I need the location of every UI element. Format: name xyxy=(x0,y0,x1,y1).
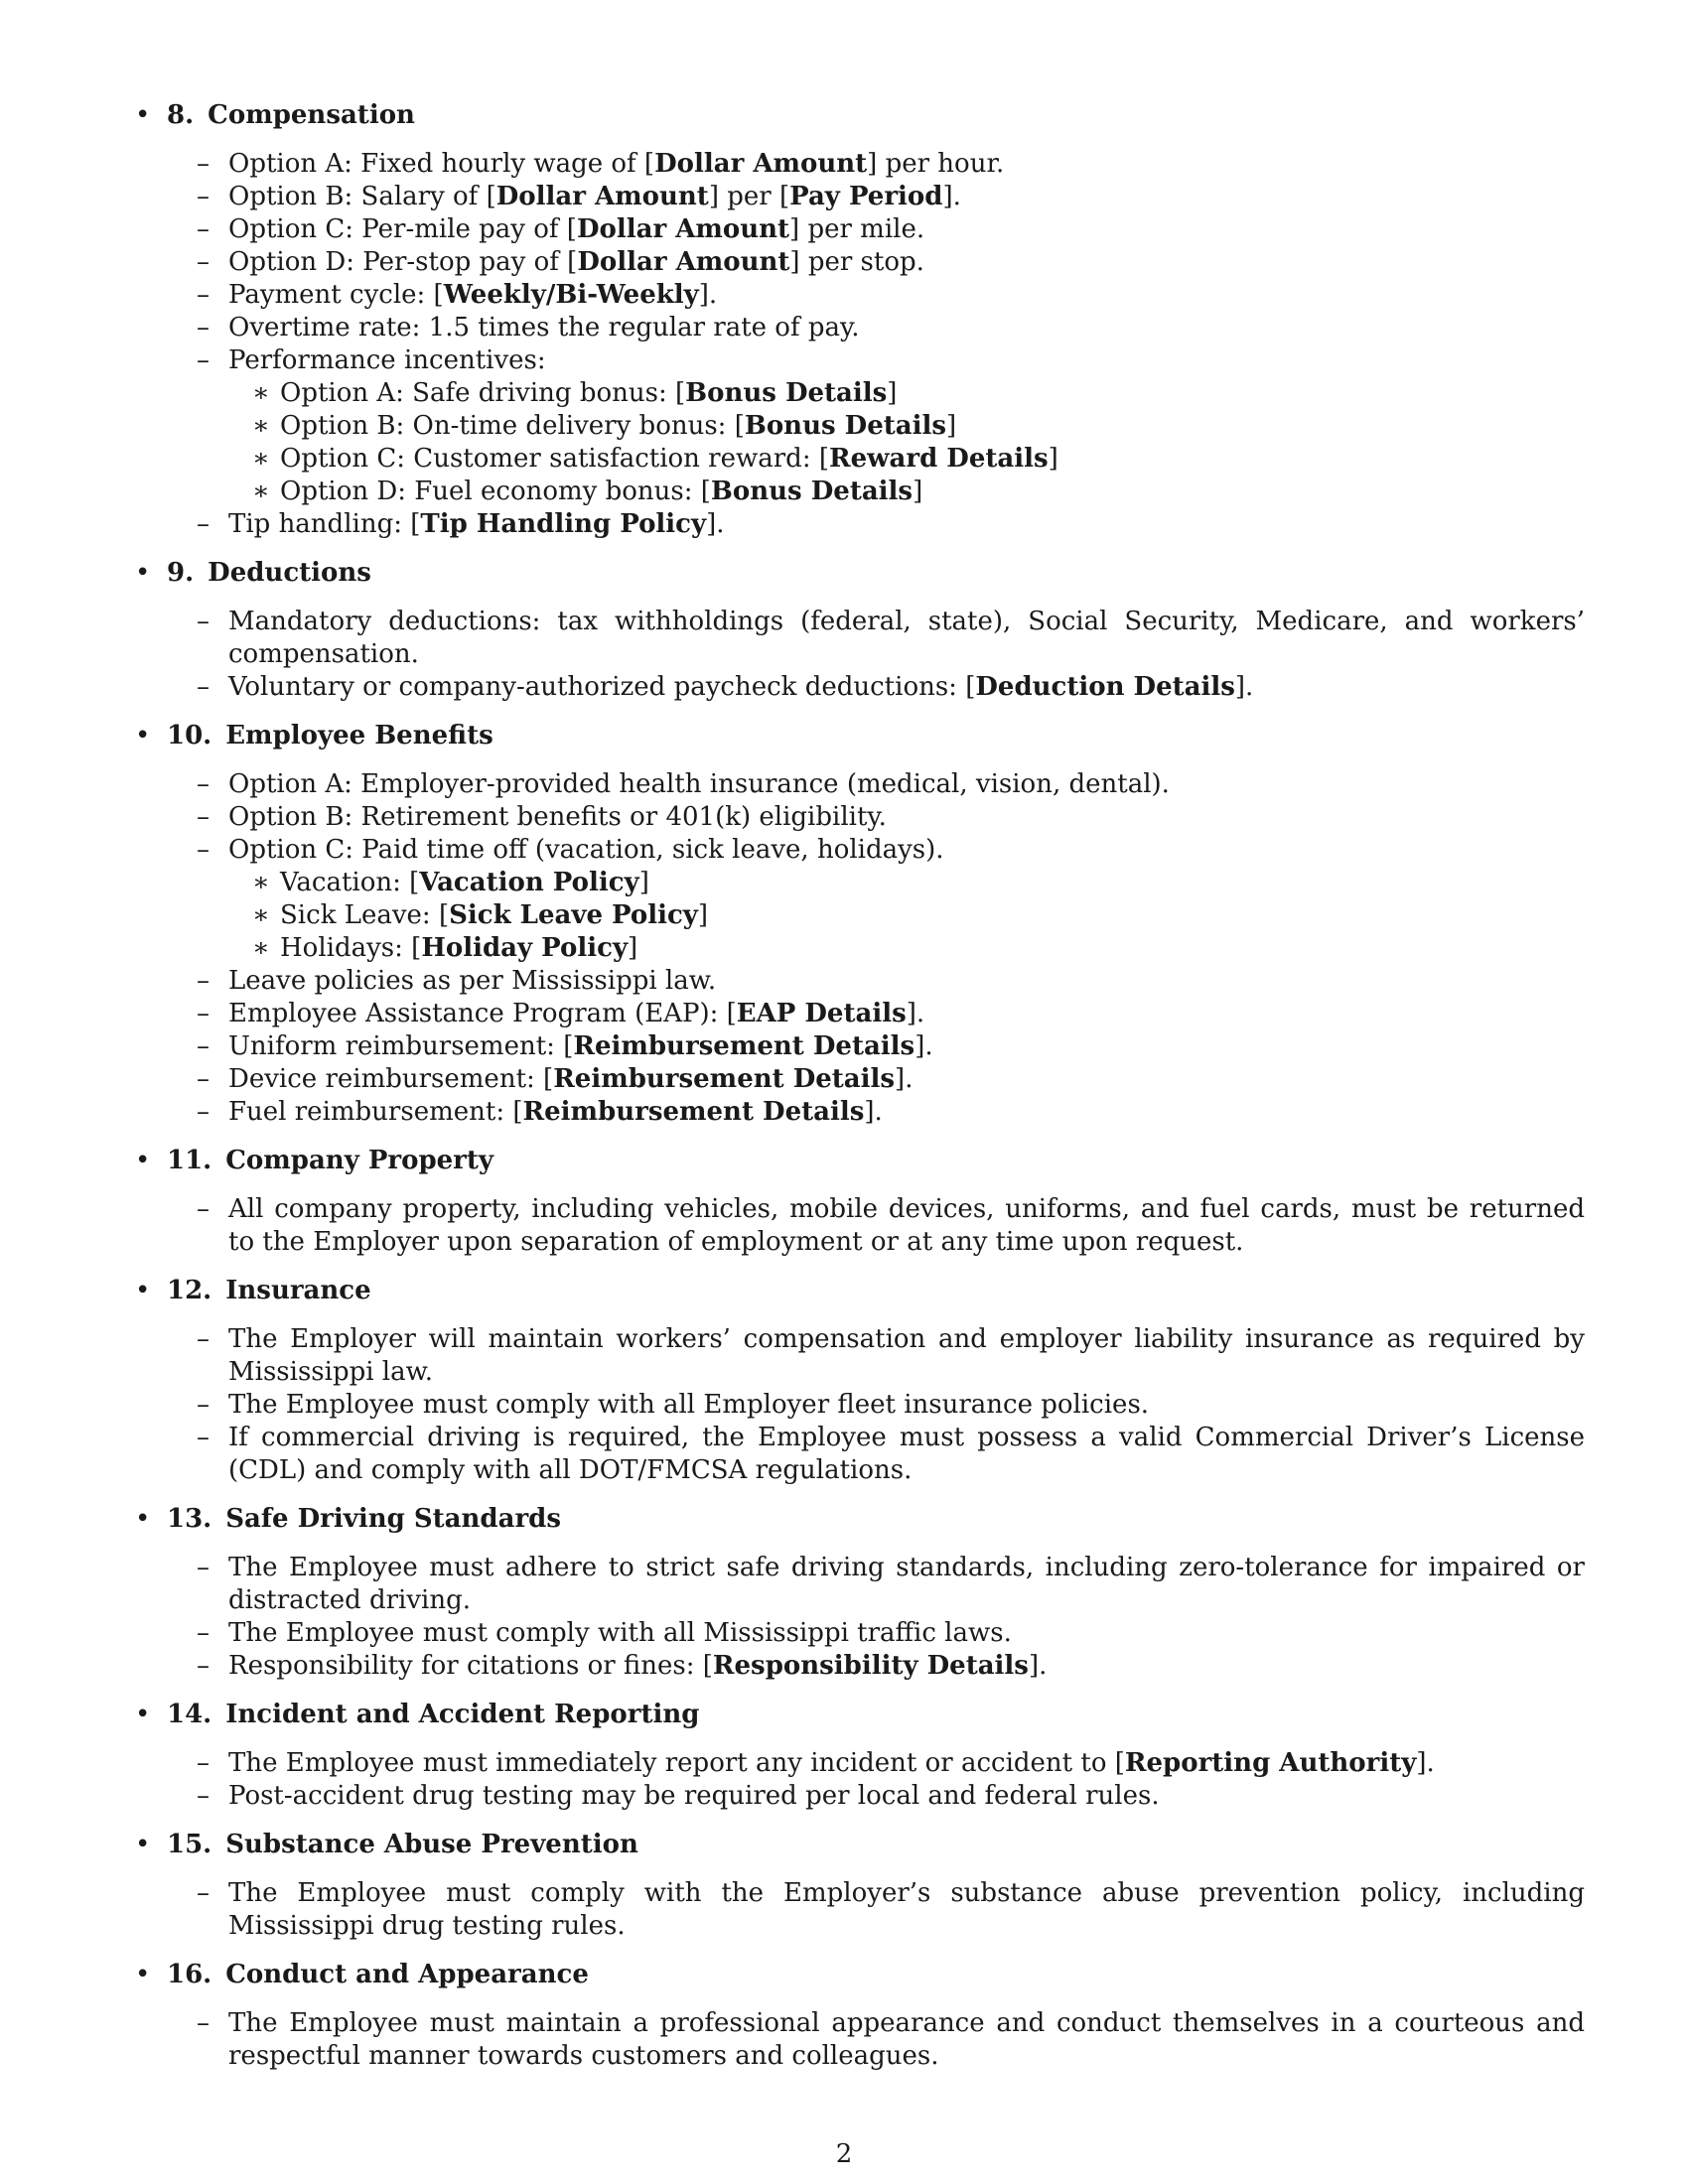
bullet-icon: • xyxy=(135,1146,151,1175)
item-text: The Employer will maintain workers’ compensation and employer liability insurance as required by Mississippi law. xyxy=(228,1324,1585,1387)
list-item xyxy=(135,1323,1585,1389)
list-item xyxy=(135,1389,1585,1422)
item-text: Post-accident drug testing may be required per local and federal rules. xyxy=(228,1781,1160,1811)
list-item xyxy=(135,1877,1585,1943)
list-item xyxy=(135,1552,1585,1617)
item-text: Employee Assistance Program (EAP): [ xyxy=(228,999,737,1028)
placeholder-field: Bonus Details xyxy=(744,411,947,441)
placeholder-field: Bonus Details xyxy=(685,378,888,408)
section-insurance xyxy=(135,1275,1585,1487)
dash-bullet-icon: – xyxy=(197,247,210,277)
sub-item-content xyxy=(280,933,637,963)
item-content xyxy=(228,1097,883,1127)
item-content xyxy=(228,1324,1585,1387)
sub-item-content xyxy=(280,444,1058,474)
placeholder-field: Reward Details xyxy=(829,444,1049,474)
asterisk-bullet-icon: ∗ xyxy=(252,378,270,408)
item-content xyxy=(228,607,1585,669)
dash-bullet-icon: – xyxy=(197,1781,210,1811)
placeholder-field: Reimbursement Details xyxy=(522,1097,865,1127)
item-text: ] xyxy=(913,477,923,506)
section-number: 14. xyxy=(167,1700,212,1729)
item-text: The Employee must immediately report any incident or accident to [ xyxy=(228,1748,1125,1778)
item-text: Option B: Retirement benefits or 401(k) eligibility. xyxy=(228,802,887,832)
sub-list-item xyxy=(228,867,1585,899)
section-heading xyxy=(135,1503,1585,1536)
placeholder-field: Dollar Amount xyxy=(495,182,709,211)
dash-bullet-icon: – xyxy=(197,2008,210,2038)
item-list xyxy=(135,2007,1585,2073)
placeholder-field: Dollar Amount xyxy=(577,247,790,277)
placeholder-field: Pay Period xyxy=(789,182,943,211)
item-content xyxy=(228,769,1170,799)
dash-bullet-icon: – xyxy=(197,149,210,179)
section-number: 10. xyxy=(167,721,212,751)
item-list xyxy=(135,1747,1585,1813)
dash-bullet-icon: – xyxy=(197,672,210,702)
section-number: 8. xyxy=(167,100,195,130)
section-number: 12. xyxy=(167,1276,212,1305)
item-text: If commercial driving is required, the Employee must possess a valid Commercial Driver’s License (CDL) and comply with all DOT/FMCSA regulations. xyxy=(228,1423,1585,1485)
item-text: The Employee must comply with all Employer fleet insurance policies. xyxy=(228,1390,1150,1420)
item-text: Uniform reimbursement: [ xyxy=(228,1031,574,1061)
item-text: ]. xyxy=(906,999,925,1028)
item-list xyxy=(135,1193,1585,1259)
list-item xyxy=(135,1747,1585,1780)
placeholder-field: Bonus Details xyxy=(710,477,914,506)
dash-bullet-icon: – xyxy=(197,835,210,865)
item-list xyxy=(135,148,1585,541)
dash-bullet-icon: – xyxy=(197,1390,210,1420)
item-text: ]. xyxy=(1028,1651,1048,1681)
item-text: Mandatory deductions: tax withholdings (federal, state), Social Security, Medicare, and workers’ compensation. xyxy=(228,607,1585,669)
dash-bullet-icon: – xyxy=(197,313,210,342)
item-text: Responsibility for citations or fines: [ xyxy=(228,1651,713,1681)
item-content xyxy=(228,247,924,277)
dash-bullet-icon: – xyxy=(197,1324,210,1354)
section-title: Substance Abuse Prevention xyxy=(225,1830,638,1859)
placeholder-field: Dollar Amount xyxy=(576,214,790,244)
list-item xyxy=(135,768,1585,801)
dash-bullet-icon: – xyxy=(197,1194,210,1224)
item-text: All company property, including vehicles, mobile devices, uniforms, and fuel cards, must be returned to the Employer upon separation of employment or at any time upon request. xyxy=(228,1194,1585,1257)
list-item xyxy=(135,834,1585,965)
item-content xyxy=(228,345,546,375)
dash-bullet-icon: – xyxy=(197,1064,210,1094)
item-content xyxy=(228,1618,1012,1648)
section-title: Safe Driving Standards xyxy=(225,1504,561,1534)
item-content xyxy=(228,182,961,211)
section-title: Insurance xyxy=(225,1276,371,1305)
item-text: ]. xyxy=(864,1097,883,1127)
list-item xyxy=(135,148,1585,181)
item-text: ]. xyxy=(1234,672,1254,702)
sub-item-content xyxy=(280,900,708,930)
section-safe-driving-standards xyxy=(135,1503,1585,1683)
section-heading xyxy=(135,720,1585,752)
list-item xyxy=(135,312,1585,344)
dash-bullet-icon: – xyxy=(197,1031,210,1061)
placeholder-field: Holiday Policy xyxy=(421,933,629,963)
bullet-icon: • xyxy=(135,1504,151,1534)
bullet-icon: • xyxy=(135,1276,151,1305)
section-title: Company Property xyxy=(225,1146,493,1175)
section-heading xyxy=(135,1959,1585,1991)
dash-bullet-icon: – xyxy=(197,966,210,996)
item-text: ] xyxy=(697,900,709,930)
dash-bullet-icon: – xyxy=(197,509,210,539)
item-content xyxy=(228,214,924,244)
list-item xyxy=(135,508,1585,541)
dash-bullet-icon: – xyxy=(197,1618,210,1648)
section-heading xyxy=(135,557,1585,590)
item-content xyxy=(228,1064,913,1094)
list-item xyxy=(135,671,1585,704)
section-title: Incident and Accident Reporting xyxy=(225,1700,700,1729)
item-text: Option A: Employer-provided health insurance (medical, vision, dental). xyxy=(228,769,1170,799)
sub-item-list xyxy=(228,377,1585,508)
list-item xyxy=(135,1030,1585,1063)
item-text: ]. xyxy=(942,182,961,211)
section-number: 16. xyxy=(167,1960,212,1989)
list-item xyxy=(135,1063,1585,1096)
asterisk-bullet-icon: ∗ xyxy=(252,933,270,963)
dash-bullet-icon: – xyxy=(197,1651,210,1681)
item-list xyxy=(135,768,1585,1129)
section-employee-benefits xyxy=(135,720,1585,1129)
item-text: ]. xyxy=(1416,1748,1435,1778)
item-content xyxy=(228,835,944,865)
bullet-icon: • xyxy=(135,1830,151,1859)
item-content xyxy=(228,149,1004,179)
list-item xyxy=(135,801,1585,834)
item-text: Performance incentives: xyxy=(228,345,546,375)
list-item xyxy=(135,213,1585,246)
item-content xyxy=(228,1878,1585,1941)
list-item xyxy=(135,1780,1585,1813)
section-company-property xyxy=(135,1145,1585,1259)
dash-bullet-icon: – xyxy=(197,1878,210,1908)
item-content xyxy=(228,966,716,996)
dash-bullet-icon: – xyxy=(197,607,210,636)
placeholder-field: Weekly/Bi-Weekly xyxy=(443,280,699,310)
asterisk-bullet-icon: ∗ xyxy=(252,868,270,897)
item-text: ] xyxy=(1048,444,1058,474)
sub-item-content xyxy=(280,411,956,441)
dash-bullet-icon: – xyxy=(197,1423,210,1452)
item-content xyxy=(228,2008,1585,2071)
item-text: ]. xyxy=(706,509,725,539)
placeholder-field: EAP Details xyxy=(736,999,907,1028)
section-title: Employee Benefits xyxy=(225,721,493,751)
item-text: ] xyxy=(628,933,638,963)
sub-list-item xyxy=(228,443,1585,476)
item-text: ] per [ xyxy=(708,182,790,211)
item-text: The Employee must comply with all Mississippi traffic laws. xyxy=(228,1618,1012,1648)
asterisk-bullet-icon: ∗ xyxy=(252,477,270,506)
item-text: Option B: Salary of [ xyxy=(228,182,496,211)
list-item xyxy=(135,181,1585,213)
item-text: The Employee must comply with the Employer’s substance abuse prevention policy, including Mississippi drug testing rules. xyxy=(228,1878,1585,1941)
placeholder-field: Vacation Policy xyxy=(419,868,639,897)
item-list xyxy=(135,606,1585,704)
item-content xyxy=(228,999,924,1028)
bullet-icon: • xyxy=(135,100,151,130)
asterisk-bullet-icon: ∗ xyxy=(252,444,270,474)
bullet-icon: • xyxy=(135,558,151,588)
placeholder-field: Sick Leave Policy xyxy=(449,900,698,930)
section-heading xyxy=(135,1275,1585,1307)
item-list xyxy=(135,1877,1585,1943)
item-text: Option D: Per-stop pay of [ xyxy=(228,247,578,277)
item-content xyxy=(228,1194,1585,1257)
list-item xyxy=(135,1650,1585,1683)
sub-list-item xyxy=(228,476,1585,508)
item-text: Sick Leave: [ xyxy=(280,900,450,930)
item-text: ]. xyxy=(895,1064,914,1094)
item-text: ] per stop. xyxy=(789,247,924,277)
section-number: 15. xyxy=(167,1830,212,1859)
list-item xyxy=(135,606,1585,671)
placeholder-field: Tip Handling Policy xyxy=(420,509,707,539)
item-text: Tip handling: [ xyxy=(228,509,421,539)
item-content xyxy=(228,672,1253,702)
dash-bullet-icon: – xyxy=(197,769,210,799)
list-item xyxy=(135,965,1585,998)
item-text: ]. xyxy=(698,280,718,310)
dash-bullet-icon: – xyxy=(197,802,210,832)
section-number: 13. xyxy=(167,1504,212,1534)
dash-bullet-icon: – xyxy=(197,999,210,1028)
item-content xyxy=(228,1553,1585,1615)
list-item xyxy=(135,279,1585,312)
item-content xyxy=(228,1031,933,1061)
section-number: 9. xyxy=(167,558,195,588)
section-heading xyxy=(135,1145,1585,1177)
asterisk-bullet-icon: ∗ xyxy=(252,900,270,930)
item-text: Payment cycle: [ xyxy=(228,280,444,310)
section-compensation xyxy=(135,99,1585,541)
section-incident-and-accident-reporting xyxy=(135,1699,1585,1813)
sub-item-content xyxy=(280,868,649,897)
placeholder-field: Dollar Amount xyxy=(654,149,868,179)
section-heading xyxy=(135,1829,1585,1861)
item-text: ] xyxy=(946,411,957,441)
item-content xyxy=(228,1748,1435,1778)
dash-bullet-icon: – xyxy=(197,280,210,310)
item-text: Overtime rate: 1.5 times the regular rate of pay. xyxy=(228,313,860,342)
item-text: Device reimbursement: [ xyxy=(228,1064,554,1094)
dash-bullet-icon: – xyxy=(197,182,210,211)
item-text: Option C: Paid time off (vacation, sick leave, holidays). xyxy=(228,835,944,865)
item-content xyxy=(228,1390,1149,1420)
item-text: Option A: Fixed hourly wage of [ xyxy=(228,149,655,179)
list-item xyxy=(135,998,1585,1030)
placeholder-field: Deduction Details xyxy=(975,672,1235,702)
section-title: Compensation xyxy=(208,100,415,130)
item-content xyxy=(228,1423,1585,1485)
list-item xyxy=(135,1422,1585,1487)
bullet-icon: • xyxy=(135,721,151,751)
list-item xyxy=(135,1617,1585,1650)
item-content xyxy=(228,1651,1047,1681)
dash-bullet-icon: – xyxy=(197,1553,210,1582)
item-text: Fuel reimbursement: [ xyxy=(228,1097,523,1127)
sub-item-list xyxy=(228,867,1585,965)
placeholder-field: Reimbursement Details xyxy=(573,1031,915,1061)
list-item xyxy=(135,2007,1585,2073)
item-text: ] per hour. xyxy=(867,149,1005,179)
item-content xyxy=(228,509,725,539)
item-text: Leave policies as per Mississippi law. xyxy=(228,966,717,996)
section-conduct-and-appearance xyxy=(135,1959,1585,2073)
list-item xyxy=(135,246,1585,279)
sub-list-item xyxy=(228,410,1585,443)
placeholder-field: Reimbursement Details xyxy=(553,1064,896,1094)
list-item xyxy=(135,1193,1585,1259)
item-text: Voluntary or company-authorized paycheck deductions: [ xyxy=(228,672,976,702)
item-content xyxy=(228,313,859,342)
item-text: Holidays: [ xyxy=(280,933,422,963)
bullet-icon: • xyxy=(135,1700,151,1729)
sub-list-item xyxy=(228,932,1585,965)
item-content xyxy=(228,1781,1160,1811)
item-text: Vacation: [ xyxy=(280,868,420,897)
item-text: ]. xyxy=(914,1031,933,1061)
item-text: Option D: Fuel economy bonus: [ xyxy=(280,477,711,506)
asterisk-bullet-icon: ∗ xyxy=(252,411,270,441)
item-content xyxy=(228,280,717,310)
item-list xyxy=(135,1323,1585,1487)
section-title: Deductions xyxy=(208,558,371,588)
list-item xyxy=(135,1096,1585,1129)
section-substance-abuse-prevention xyxy=(135,1829,1585,1943)
page-number: 2 xyxy=(835,2139,853,2169)
sub-list-item xyxy=(228,899,1585,932)
dash-bullet-icon: – xyxy=(197,345,210,375)
list-item xyxy=(135,344,1585,508)
item-text: Option A: Safe driving bonus: [ xyxy=(280,378,686,408)
item-content xyxy=(228,802,887,832)
document-body xyxy=(135,99,1585,2089)
sub-item-content xyxy=(280,477,922,506)
placeholder-field: Responsibility Details xyxy=(712,1651,1029,1681)
section-number: 11. xyxy=(167,1146,212,1175)
item-text: Option C: Customer satisfaction reward: [ xyxy=(280,444,829,474)
section-title: Conduct and Appearance xyxy=(225,1960,589,1989)
bullet-icon: • xyxy=(135,1960,151,1989)
dash-bullet-icon: – xyxy=(197,214,210,244)
section-deductions xyxy=(135,557,1585,704)
sub-list-item xyxy=(228,377,1585,410)
sub-item-content xyxy=(280,378,897,408)
item-text: Option B: On-time delivery bonus: [ xyxy=(280,411,745,441)
item-text: Option C: Per-mile pay of [ xyxy=(228,214,577,244)
dash-bullet-icon: – xyxy=(197,1748,210,1778)
item-text: The Employee must adhere to strict safe driving standards, including zero-tolerance for impaired or distracted driving. xyxy=(228,1553,1585,1615)
section-heading xyxy=(135,1699,1585,1731)
item-text: ] xyxy=(638,868,649,897)
item-text: The Employee must maintain a professional appearance and conduct themselves in a courteous and respectful manner towards customers and colleagues. xyxy=(228,2008,1585,2071)
item-text: ] xyxy=(887,378,898,408)
placeholder-field: Reporting Authority xyxy=(1124,1748,1417,1778)
item-text: ] per mile. xyxy=(789,214,925,244)
dash-bullet-icon: – xyxy=(197,1097,210,1127)
item-list xyxy=(135,1552,1585,1683)
section-heading xyxy=(135,99,1585,132)
